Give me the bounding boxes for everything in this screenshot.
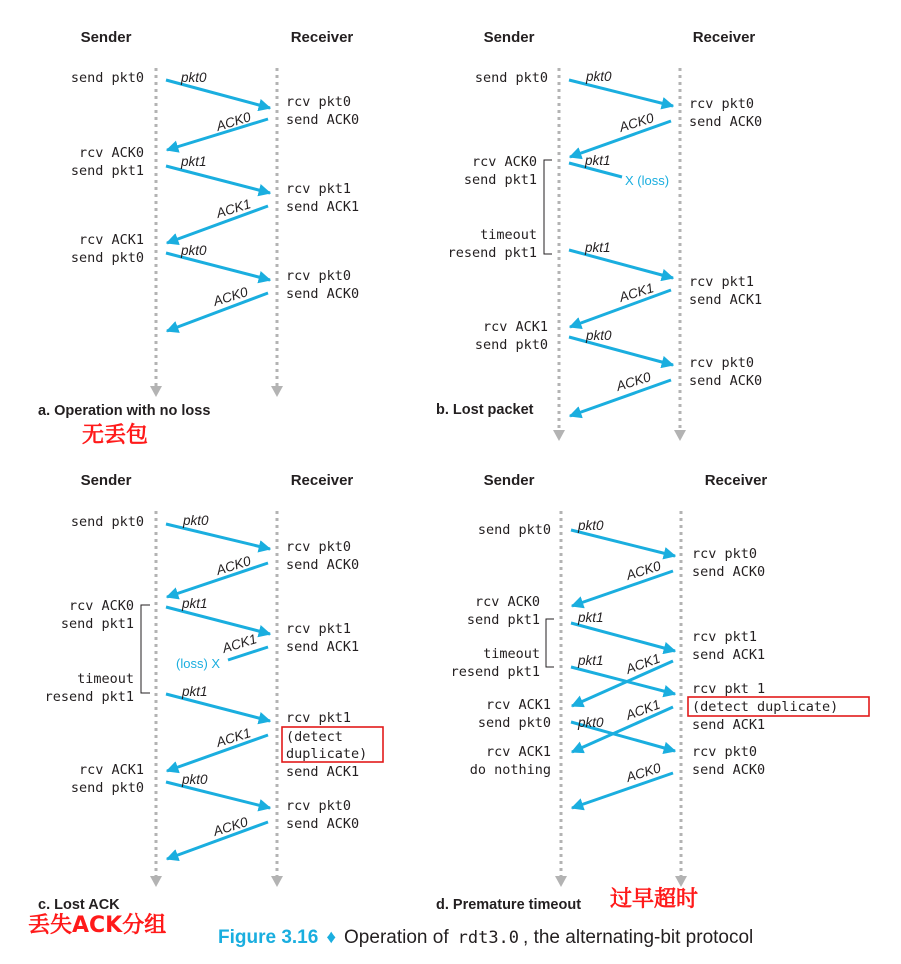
message-arrow — [571, 530, 675, 556]
message-arrow — [569, 80, 673, 106]
sender-event: send pkt1 — [463, 172, 537, 188]
receiver-header: Receiver — [692, 29, 756, 46]
sender-event: timeout — [483, 646, 540, 662]
sender-event: send pkt0 — [477, 715, 551, 731]
figure-code: rdt3.0 — [457, 928, 520, 948]
message-arrow — [571, 667, 675, 694]
receiver-event: rcv pkt1 — [689, 274, 755, 290]
figure-diamond: ♦ — [326, 927, 337, 948]
message-label: ACK1 — [220, 631, 259, 656]
receiver-event: send ACK1 — [286, 639, 360, 655]
panel-caption: b. Lost packet — [436, 402, 534, 418]
receiver-event: send ACK1 — [286, 199, 360, 215]
receiver-event: rcv pkt0 — [692, 744, 758, 760]
receiver-event: send ACK1 — [689, 292, 763, 308]
receiver-event: duplicate) — [286, 746, 368, 762]
message-label: pkt0 — [181, 70, 207, 85]
receiver-event: send ACK0 — [286, 557, 360, 573]
sender-event: send pkt0 — [70, 70, 144, 86]
message-label: pkt1 — [181, 154, 207, 169]
sender-event: timeout — [77, 671, 134, 687]
message-label: ACK1 — [214, 725, 253, 750]
receiver-event: rcv pkt 1 — [692, 681, 766, 697]
sender-event: rcv ACK1 — [78, 232, 144, 248]
sender-event: do nothing — [469, 762, 551, 778]
message-label: pkt1 — [182, 596, 208, 611]
receiver-event: send ACK0 — [286, 286, 360, 302]
message-arrow — [571, 623, 675, 651]
figure-text: , the alternating-bit protocol — [523, 927, 754, 948]
receiver-event: send ACK1 — [692, 647, 766, 663]
receiver-event: send ACK0 — [286, 112, 360, 128]
sender-event: send pkt1 — [60, 616, 134, 632]
sender-event: send pkt0 — [477, 522, 551, 538]
message-label: pkt0 — [181, 243, 207, 258]
figure-caption — [218, 927, 753, 948]
sender-event: timeout — [480, 227, 537, 243]
receiver-timeline-arrowhead — [675, 876, 687, 887]
loss-marker: (loss) X — [176, 656, 221, 671]
sender-event: resend pkt1 — [447, 245, 537, 261]
message-arrow — [166, 607, 270, 634]
sender-timeline-arrowhead — [555, 876, 567, 887]
sender-timeline-arrowhead — [150, 386, 162, 397]
timeout-bracket — [546, 619, 554, 667]
receiver-event: send ACK0 — [692, 564, 766, 580]
message-label: ACK1 — [214, 196, 253, 221]
sender-event: send pkt0 — [474, 337, 548, 353]
panel-a — [38, 29, 359, 448]
timeout-bracket — [544, 160, 552, 254]
receiver-timeline-arrowhead — [271, 386, 283, 397]
receiver-header: Receiver — [290, 472, 354, 489]
sender-event: send pkt1 — [70, 163, 144, 179]
figure-text: Operation of — [344, 927, 449, 948]
panel-b — [436, 29, 762, 441]
message-label: ACK0 — [214, 553, 253, 578]
sender-header: Sender — [80, 29, 132, 46]
message-label: pkt0 — [578, 715, 604, 730]
panel-caption: d. Premature timeout — [436, 897, 582, 913]
message-label: ACK0 — [614, 369, 653, 394]
receiver-event: rcv pkt1 — [286, 181, 352, 197]
sender-event: resend pkt1 — [450, 664, 540, 680]
message-arrow — [166, 524, 270, 549]
sender-event: send pkt0 — [70, 780, 144, 796]
figure-label: Figure 3.16 — [218, 927, 319, 948]
sender-header: Sender — [80, 472, 132, 489]
sender-event: send pkt1 — [466, 612, 540, 628]
sender-header: Sender — [483, 472, 535, 489]
receiver-header: Receiver — [290, 29, 354, 46]
receiver-event: rcv pkt0 — [286, 94, 352, 110]
message-label: ACK1 — [623, 696, 663, 723]
message-label: ACK1 — [623, 650, 663, 677]
receiver-header: Receiver — [704, 472, 768, 489]
receiver-event: rcv pkt1 — [286, 621, 352, 637]
sender-event: rcv ACK1 — [78, 762, 144, 778]
receiver-timeline-arrowhead — [271, 876, 283, 887]
message-label: pkt1 — [585, 153, 611, 168]
panel-c — [28, 472, 383, 938]
sender-event: resend pkt1 — [44, 689, 134, 705]
sender-event: rcv ACK1 — [482, 319, 548, 335]
receiver-event: rcv pkt0 — [286, 798, 352, 814]
sender-event: send pkt0 — [70, 250, 144, 266]
receiver-event: send ACK0 — [689, 373, 763, 389]
message-label: ACK1 — [617, 280, 656, 305]
sender-event: send pkt0 — [474, 70, 548, 86]
panel-caption: c. Lost ACK — [38, 897, 120, 913]
receiver-event: rcv pkt0 — [286, 268, 352, 284]
message-arrow — [572, 773, 673, 808]
sender-event: rcv ACK1 — [485, 744, 551, 760]
sender-header: Sender — [483, 29, 535, 46]
receiver-event: send ACK1 — [692, 717, 766, 733]
message-label: pkt0 — [182, 772, 208, 787]
message-label: ACK0 — [211, 284, 250, 309]
chinese-annotation: 无丢包 — [82, 423, 149, 448]
loss-marker: X (loss) — [625, 173, 670, 188]
receiver-event: (detect duplicate) — [692, 699, 839, 715]
message-arrow — [166, 166, 270, 193]
message-label: ACK0 — [624, 760, 663, 785]
receiver-event: rcv pkt0 — [689, 355, 755, 371]
receiver-event: (detect — [286, 729, 343, 745]
message-label: pkt0 — [586, 328, 612, 343]
receiver-event: send ACK0 — [692, 762, 766, 778]
receiver-timeline-arrowhead — [674, 430, 686, 441]
receiver-event: rcv pkt0 — [692, 546, 758, 562]
sender-timeline-arrowhead — [553, 430, 565, 441]
message-label: pkt0 — [586, 69, 612, 84]
receiver-event: rcv pkt1 — [692, 629, 758, 645]
message-label: pkt1 — [182, 684, 208, 699]
chinese-annotation: 丢失ACK分组 — [28, 913, 167, 938]
receiver-event: rcv pkt0 — [286, 539, 352, 555]
sender-event: rcv ACK1 — [485, 697, 551, 713]
message-label: pkt0 — [578, 518, 604, 533]
sender-event: rcv ACK0 — [471, 154, 537, 170]
message-arrow — [569, 337, 673, 365]
sender-event: send pkt0 — [70, 514, 144, 530]
receiver-event: send ACK1 — [286, 764, 360, 780]
timeout-bracket — [141, 605, 150, 693]
receiver-event: rcv pkt1 — [286, 710, 352, 726]
receiver-event: send ACK0 — [689, 114, 763, 130]
chinese-annotation: 过早超时 — [610, 887, 699, 912]
message-label: pkt0 — [183, 513, 209, 528]
receiver-event: rcv pkt0 — [689, 96, 755, 112]
sender-event: rcv ACK0 — [68, 598, 134, 614]
message-label: pkt1 — [578, 653, 604, 668]
sender-event: rcv ACK0 — [78, 145, 144, 161]
message-label: ACK0 — [214, 109, 253, 134]
message-label: ACK0 — [617, 110, 656, 135]
panel-d — [436, 472, 869, 913]
message-label: pkt1 — [585, 240, 611, 255]
message-arrow — [572, 571, 673, 606]
panel-caption: a. Operation with no loss — [38, 403, 211, 419]
message-label: pkt1 — [578, 610, 604, 625]
sender-timeline-arrowhead — [150, 876, 162, 887]
message-label: ACK0 — [211, 814, 250, 839]
sender-event: rcv ACK0 — [474, 594, 540, 610]
message-label: ACK0 — [624, 558, 663, 583]
receiver-event: send ACK0 — [286, 816, 360, 832]
